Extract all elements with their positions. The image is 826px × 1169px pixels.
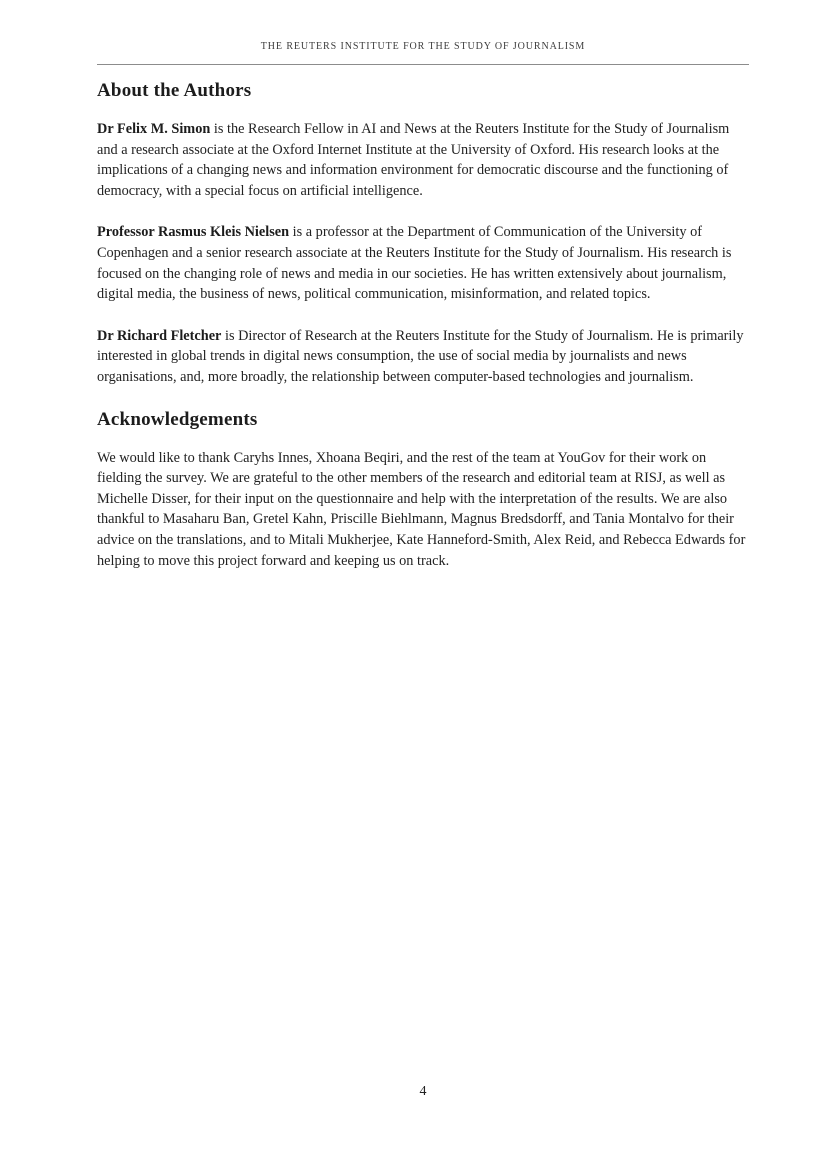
author-bio-felix-simon: is the Research Fellow in AI and News at the Reuters Institute for the Study of Journalism and a research associate at the Oxford Internet Institute at the University of Oxford. His research looks at the implications of a changing news and information environment for democratic discourse and the functioning of democracy, with a special focus on artificial intelligence. [97, 121, 730, 199]
author-paragraph-felix-simon [97, 119, 749, 201]
author-name-rasmus-nielsen: Professor Rasmus Kleis Nielsen [97, 224, 290, 241]
acknowledgements-paragraph: We would like to thank Caryhs Innes, Xhoana Beqiri, and the rest of the team at YouGov for their work on fielding the survey. We are grateful to the other members of the research and editorial team at RISJ, as well as Michelle Disser, for their input on the questionnaire and help with the interpretation of the results. We are also thankful to Masaharu Ban, Gretel Kahn, Priscille Biehlmann, Magnus Bredsdorff, and Tania Montalvo for their advice on the translations, and to Mitali Mukherjee, Kate Hanneford-Smith, Alex Reid, and Rebecca Edwards for helping to move this project forward and keeping us on track. [97, 449, 746, 569]
author-name-richard-fletcher: Dr Richard Fletcher [97, 327, 222, 344]
about-authors-section [97, 119, 749, 388]
author-bio-rasmus-nielsen: is a professor at the Department of Communication of the University of Copenhagen and a senior research associate at the Reuters Institute for the Study of Journalism. His research is focused on the changing role of news and media in our societies. He has written extensively about journalism, digital media, the business of news, political communication, misinformation, and related topics. [97, 224, 732, 303]
author-name-felix-simon: Dr Felix M. Simon [97, 121, 211, 137]
acknowledgements-title: Acknowledgements [97, 408, 258, 430]
document-page [97, 0, 749, 1169]
header-rule [97, 64, 749, 65]
about-authors-title: About the Authors [97, 80, 252, 101]
author-paragraph-rasmus-nielsen [97, 222, 749, 304]
author-paragraph-richard-fletcher [97, 326, 749, 388]
author-bio-richard-fletcher: is Director of Research at the Reuters Institute for the Study of Journalism. He is primarily interested in global trends in digital news consumption, the use of social media by journalists and news organisations, and, more broadly, the relationship between computer-based technologies and journalism. [97, 327, 744, 385]
running-header: THE REUTERS INSTITUTE FOR THE STUDY OF JOURNALISM [260, 41, 586, 52]
acknowledgements-section [97, 448, 749, 572]
page-number: 4 [419, 1084, 427, 1099]
